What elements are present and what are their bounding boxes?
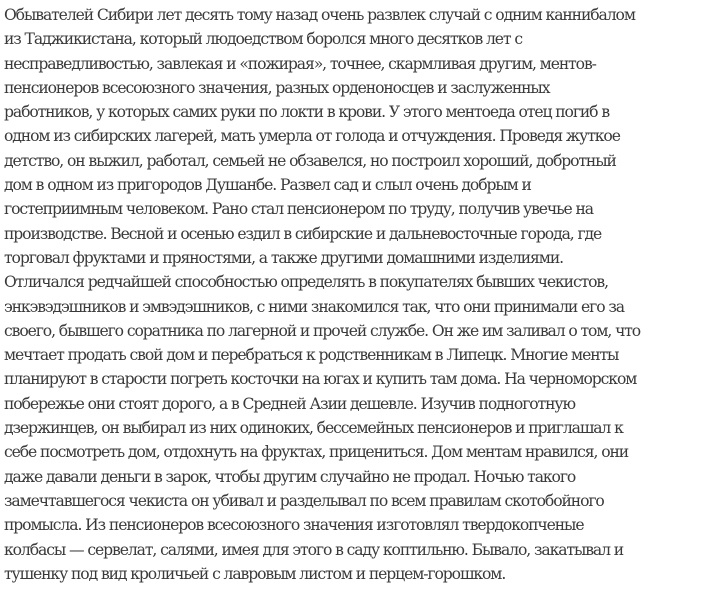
- paragraph-line: даже давали деньги в зарок, чтобы другим случайно не продал. Ночью такого: [4, 467, 576, 486]
- paragraph-line: дом в одном из пригородов Душанбе. Развел сад и слыл очень добрым и: [4, 176, 531, 195]
- paragraph-line: производстве. Весной и осенью ездил в сибирские и дальневосточные города, где: [4, 224, 602, 243]
- paragraph-line: работников, у которых самих руки по локти в крови. У этого ментоеда отец погиб в: [4, 103, 610, 122]
- paragraph-line: тушенку под вид кроличьей с лавровым листом и перцем-горошком.: [4, 564, 506, 583]
- paragraph-line: мечтает продать свой дом и перебраться к родственникам в Липецк. Многие менты: [4, 346, 619, 365]
- article-paragraph: [4, 3, 714, 586]
- paragraph-line: замечтавшегося чекиста он убивал и разделывал по всем правилам скотобойного: [4, 491, 604, 510]
- paragraph-line: торговал фруктами и пряностями, а также другими домашними изделиями.: [4, 248, 563, 267]
- paragraph-line: Обывателей Сибири лет десять тому назад очень развлек случай с одним каннибалом: [4, 6, 635, 24]
- paragraph-line: планируют в старости погреть косточки на югах и купить там дома. На черноморском: [4, 370, 637, 389]
- paragraph-line: энкэвэдэшников и эмвэдэшников, с ними знакомился так, что они принимали его за: [4, 297, 625, 316]
- paragraph-line: себе посмотреть дом, отдохнуть на фруктах, прицениться. Дом ментам нравился, они: [4, 443, 629, 462]
- paragraph-line: несправедливостью, завлекая и «пожирая», точнее, скармливая другим, ментов-: [4, 54, 596, 73]
- paragraph-line: пенсионеров всесоюзного значения, разных орденоносцев и заслуженных: [4, 78, 550, 97]
- paragraph-line: побережье они стоят дорого, а в Средней Азии дешевле. Изучив подноготную: [4, 394, 575, 413]
- paragraph-line: промысла. Из пенсионеров всесоюзного значения изготовлял твердокопченые: [4, 516, 584, 535]
- paragraph-line: своего, бывшего соратника по лагерной и прочей службе. Он же им заливал о том, что: [4, 321, 641, 340]
- paragraph-line: Отличался редчайшей способностью определять в покупателях бывших чекистов,: [4, 273, 608, 292]
- paragraph-line: колбасы — сервелат, салями, имея для этого в саду коптильню. Бывало, закатывал и: [4, 540, 624, 559]
- paragraph-line: из Таджикистана, который людоедством боролся много десятков лет с: [4, 30, 522, 49]
- paragraph-line: дзержинцев, он выбирал из них одиноких, бессемейных пенсионеров и приглашал к: [4, 419, 623, 438]
- paragraph-line: детство, он выжил, работал, семьей не обзавелся, но построил хороший, добротный: [4, 151, 616, 170]
- paragraph-line: гостеприимным человеком. Рано стал пенсионером по труду, получив увечье на: [4, 200, 593, 219]
- paragraph-line: одном из сибирских лагерей, мать умерла от голода и отчуждения. Проведя жуткое: [4, 127, 620, 146]
